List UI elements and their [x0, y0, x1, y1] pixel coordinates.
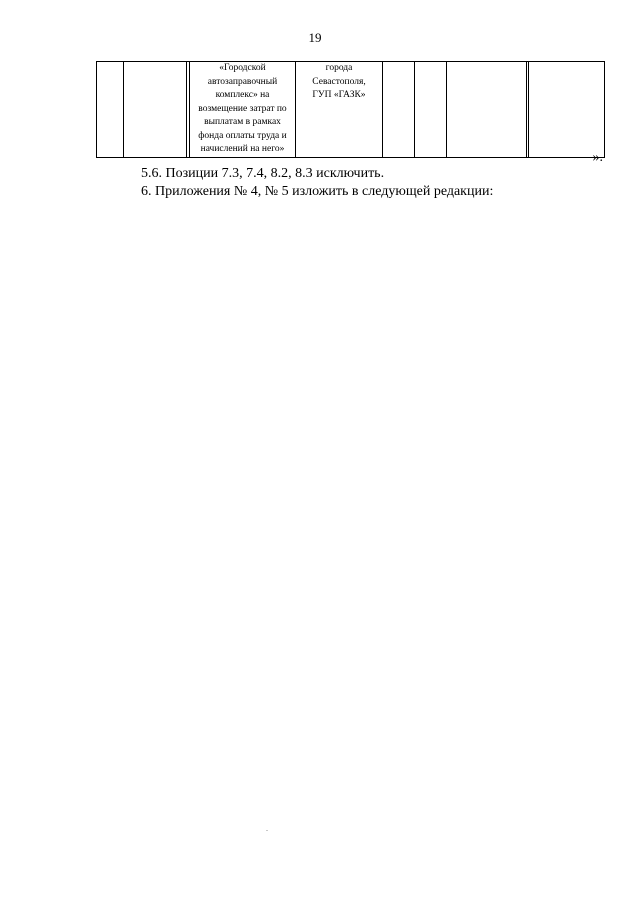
table-cell: [529, 62, 605, 158]
table-cell: [447, 62, 527, 158]
table-cell-executor: города Севастополя, ГУП «ГАЗК»: [296, 62, 383, 158]
table-row: [97, 62, 605, 158]
table-cell: [415, 62, 447, 158]
table-cell: [97, 62, 124, 158]
scan-speck: [266, 830, 268, 831]
table-cell: [383, 62, 415, 158]
table-cell: [124, 62, 187, 158]
paragraph-6: 6. Приложения № 4, № 5 изложить в следующей редакции:: [141, 184, 494, 199]
page-number: 19: [308, 30, 322, 45]
table-cell-description: «Городской автозаправочный комплекс» на возмещение затрат по выплатам в рамках фонда оплаты труда и начислений на него»: [190, 62, 296, 158]
paragraph-5-6: 5.6. Позиции 7.3, 7.4, 8.2, 8.3 исключить.: [141, 166, 385, 181]
continuation-table: [96, 61, 605, 158]
closing-quote: ».: [592, 150, 603, 165]
